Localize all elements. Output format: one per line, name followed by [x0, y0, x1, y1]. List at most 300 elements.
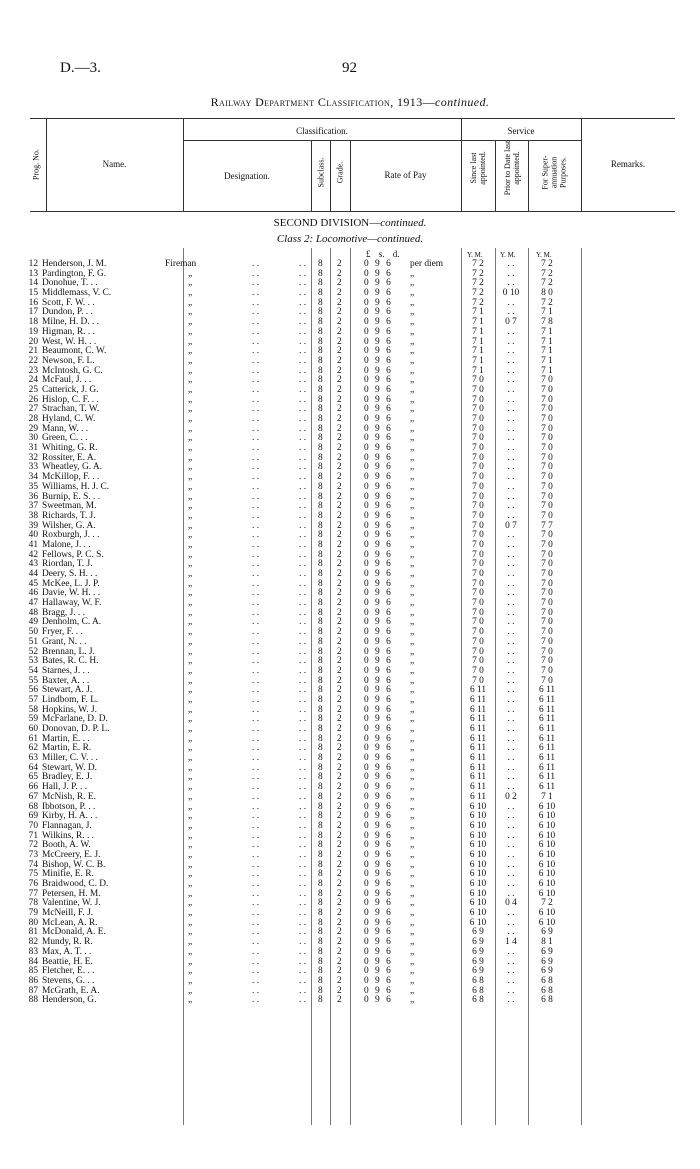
prog-no-cell: 38 — [28, 510, 38, 521]
subclass-cell: 8 — [318, 268, 323, 279]
designation-ditto-cell: „ — [188, 714, 193, 725]
designation-dots-cell: . . — [252, 627, 260, 638]
name-cell: Mann, W. . . — [42, 423, 89, 434]
rate-of-pay-cell: 0 9 6 — [364, 491, 391, 502]
subclass-cell: 8 — [318, 355, 323, 366]
table-row — [0, 812, 700, 822]
grade-cell: 2 — [337, 598, 342, 609]
prog-no-cell: 21 — [28, 346, 38, 357]
name-cell: Hall, J. P. . . — [42, 782, 88, 793]
grade-cell: 2 — [337, 714, 342, 725]
service-since-cell: 7 0 — [472, 627, 484, 638]
subclass-cell: 8 — [318, 578, 323, 589]
subclass-cell: 8 — [318, 423, 323, 434]
rate-of-pay-cell: 0 9 6 — [364, 937, 391, 948]
name-cell: Martin, E. R. — [42, 743, 92, 754]
prog-no-cell: 14 — [28, 278, 38, 289]
service-since-cell: 6 10 — [469, 840, 487, 851]
table-row — [0, 783, 700, 793]
per-ditto-cell: „ — [410, 811, 415, 822]
service-since-cell: 6 10 — [469, 898, 487, 909]
subclass-cell: 8 — [318, 384, 323, 395]
service-super-cell: 6 10 — [538, 869, 556, 880]
per-ditto-cell: „ — [410, 433, 415, 444]
subclass-cell: 8 — [318, 811, 323, 822]
service-since-cell: 7 0 — [472, 443, 484, 454]
service-super-cell: 6 9 — [541, 966, 553, 977]
per-ditto-cell: „ — [410, 336, 415, 347]
designation-dots-cell: . . — [299, 414, 307, 424]
designation-dots-cell: . . — [299, 985, 307, 996]
table-row — [0, 861, 700, 871]
service-super-cell: 7 0 — [541, 375, 553, 386]
designation-dots-cell: . . — [252, 733, 260, 744]
service-super-cell: 6 11 — [538, 782, 556, 793]
prog-no-cell: 35 — [28, 481, 38, 492]
service-super-cell: 6 11 — [538, 704, 556, 715]
prog-no-cell: 61 — [28, 733, 38, 744]
designation-ditto-cell: „ — [188, 665, 193, 676]
service-super-cell: 7 0 — [541, 423, 553, 434]
designation-ditto-cell: „ — [188, 956, 193, 967]
designation-dots-cell: . . — [299, 975, 307, 986]
table-row — [0, 580, 700, 590]
service-prior-cell: . . — [507, 375, 515, 386]
service-since-cell: 6 10 — [469, 820, 487, 831]
service-super-cell: 7 0 — [541, 588, 553, 599]
prog-no-cell: 55 — [28, 675, 38, 686]
table-row — [0, 880, 700, 890]
designation-dots-cell: . . — [252, 530, 260, 541]
prog-no-cell: 31 — [28, 443, 38, 454]
designation-ditto-cell: „ — [188, 840, 193, 851]
subclass-cell: 8 — [318, 559, 323, 570]
rate-of-pay-cell: 0 9 6 — [364, 840, 391, 851]
grade-cell: 2 — [337, 462, 342, 473]
service-prior-cell: . . — [507, 443, 515, 454]
header-classification: Classification. — [296, 126, 348, 136]
title-year: , 1913— — [390, 95, 436, 109]
designation-dots-cell: . . — [299, 501, 307, 512]
subclass-cell: 8 — [318, 394, 323, 405]
service-since-cell: 7 1 — [472, 365, 484, 376]
subclass-cell: 8 — [318, 762, 323, 773]
service-since-cell: 6 8 — [472, 995, 484, 1006]
table-row — [0, 328, 700, 338]
rate-of-pay-cell: 0 9 6 — [364, 375, 391, 386]
service-since-cell: 6 11 — [469, 753, 487, 764]
rate-of-pay-cell: 0 9 6 — [364, 753, 391, 764]
service-prior-cell: . . — [507, 530, 515, 541]
table-row — [0, 347, 700, 357]
service-prior-cell: . . — [507, 481, 515, 492]
designation-dots-cell: . . — [252, 694, 260, 705]
table-row — [0, 589, 700, 599]
table-header-bottom-rule — [30, 211, 675, 212]
prog-no-cell: 25 — [28, 384, 38, 395]
designation-ditto-cell: „ — [188, 646, 193, 657]
designation-ditto-cell: „ — [188, 995, 193, 1006]
subclass-cell: 8 — [318, 346, 323, 357]
table-row — [0, 987, 700, 997]
service-prior-cell: . . — [507, 452, 515, 463]
designation-ditto-cell: „ — [188, 617, 193, 628]
subclass-cell: 8 — [318, 539, 323, 550]
prog-no-cell: 44 — [28, 569, 38, 579]
header-prog-no: Prog. No. — [31, 149, 41, 180]
service-super-cell: 7 0 — [541, 472, 553, 483]
designation-dots-cell: . . — [299, 849, 307, 860]
designation-ditto-cell: „ — [188, 830, 193, 841]
rate-of-pay-cell: 0 9 6 — [364, 733, 391, 744]
rate-of-pay-cell: 0 9 6 — [364, 530, 391, 541]
prog-no-cell: 73 — [28, 849, 38, 860]
subclass-cell: 8 — [318, 820, 323, 831]
name-cell: Fellows, P. C. S. — [42, 549, 104, 560]
per-ditto-cell: „ — [410, 791, 415, 802]
designation-dots-cell: . . — [299, 607, 307, 618]
service-since-cell: 7 0 — [472, 462, 484, 473]
designation-dots-cell: . . — [299, 491, 307, 502]
table-row — [0, 764, 700, 774]
designation-ditto-cell: „ — [188, 811, 193, 822]
service-super-cell: 6 10 — [538, 879, 556, 889]
service-since-cell: 7 0 — [472, 481, 484, 492]
service-prior-cell: . . — [507, 685, 515, 696]
designation-dots-cell: . . — [252, 433, 260, 444]
rate-of-pay-cell: 0 9 6 — [364, 598, 391, 609]
designation-dots-cell: . . — [299, 937, 307, 948]
designation-ditto-cell: „ — [188, 898, 193, 909]
rate-of-pay-cell: 0 9 6 — [364, 326, 391, 337]
division-continued: continued. — [380, 217, 427, 229]
prog-no-cell: 41 — [28, 539, 38, 550]
subclass-cell: 8 — [318, 375, 323, 386]
prog-no-cell: 22 — [28, 355, 38, 366]
table-row — [0, 522, 700, 532]
per-ditto-cell: „ — [410, 898, 415, 909]
name-cell: Petersen, H. M. — [42, 888, 101, 899]
name-cell: Sweetman, M. — [42, 501, 97, 512]
name-cell: Roxburgh, J. . . — [42, 530, 100, 541]
service-prior-cell: . . — [507, 394, 515, 405]
service-since-cell: 6 10 — [469, 830, 487, 841]
service-prior-cell: . . — [507, 501, 515, 512]
rate-of-pay-cell: 0 9 6 — [364, 510, 391, 521]
name-cell: Higman, R. . . — [42, 326, 95, 337]
grade-cell: 2 — [337, 423, 342, 434]
rate-of-pay-cell: 0 9 6 — [364, 685, 391, 696]
designation-ditto-cell: „ — [188, 462, 193, 473]
service-prior-cell: 0 10 — [502, 288, 520, 299]
grade-cell: 2 — [337, 297, 342, 308]
service-prior-cell: . . — [507, 995, 515, 1006]
designation-dots-cell: . . — [252, 917, 260, 928]
designation-ditto-cell: „ — [188, 937, 193, 948]
grade-cell: 2 — [337, 782, 342, 793]
rate-of-pay-cell: 0 9 6 — [364, 946, 391, 957]
service-since-cell: 7 0 — [472, 384, 484, 395]
designation-ditto-cell: „ — [188, 801, 193, 812]
grade-cell: 2 — [337, 278, 342, 289]
designation-dots-cell: . . — [252, 869, 260, 880]
designation-ditto-cell: „ — [188, 598, 193, 609]
subclass-cell: 8 — [318, 307, 323, 318]
prog-no-cell: 78 — [28, 898, 38, 909]
per-ditto-cell: „ — [410, 733, 415, 744]
rate-of-pay-cell: 0 9 6 — [364, 443, 391, 454]
designation-dots-cell: . . — [299, 336, 307, 347]
designation-ditto-cell: „ — [188, 772, 193, 783]
service-super-cell: 7 0 — [541, 394, 553, 405]
prog-no-cell: 74 — [28, 859, 38, 870]
prog-no-cell: 17 — [28, 307, 38, 318]
grade-cell: 2 — [337, 307, 342, 318]
table-row — [0, 618, 700, 628]
name-cell: Starnes, J. . . — [42, 665, 90, 676]
rate-of-pay-cell: 0 9 6 — [364, 927, 391, 938]
table-row — [0, 396, 700, 406]
designation-dots-cell: . . — [299, 908, 307, 919]
designation-ditto-cell: „ — [188, 588, 193, 599]
name-cell: McGrath, E. A. — [42, 985, 100, 996]
designation-ditto-cell: „ — [188, 849, 193, 860]
table-row — [0, 832, 700, 842]
service-prior-cell: . . — [507, 820, 515, 831]
designation-dots-cell: . . — [299, 946, 307, 957]
subclass-cell: 8 — [318, 414, 323, 424]
rate-of-pay-cell: 0 9 6 — [364, 975, 391, 986]
service-since-cell: 7 2 — [472, 268, 484, 279]
prog-no-cell: 26 — [28, 394, 38, 405]
name-cell: Beattie, H. E. — [42, 956, 93, 967]
table-row — [0, 454, 700, 464]
designation-dots-cell: . . — [299, 617, 307, 628]
designation-dots-cell: . . — [252, 278, 260, 289]
designation-dots-cell: . . — [252, 617, 260, 628]
rate-of-pay-cell: 0 9 6 — [364, 985, 391, 996]
designation-dots-cell: . . — [299, 588, 307, 599]
name-cell: Newson, F. L. — [42, 355, 95, 366]
grade-cell: 2 — [337, 549, 342, 560]
subclass-cell: 8 — [318, 830, 323, 841]
name-cell: Henderson, G. — [42, 995, 97, 1006]
table-row — [0, 996, 700, 1006]
designation-dots-cell: . . — [252, 307, 260, 318]
name-cell: Hyland, C. W. — [42, 414, 96, 424]
designation-dots-cell: . . — [299, 995, 307, 1006]
per-ditto-cell: „ — [410, 975, 415, 986]
designation-dots-cell: . . — [252, 288, 260, 299]
designation-dots-cell: . . — [299, 753, 307, 764]
name-cell: Catterick, J. G. — [42, 384, 99, 395]
grade-cell: 2 — [337, 404, 342, 415]
service-prior-cell: . . — [507, 607, 515, 618]
name-cell: Fryer, F. . . — [42, 627, 83, 638]
designation-dots-cell: . . — [299, 665, 307, 676]
service-since-cell: 7 0 — [472, 559, 484, 570]
per-ditto-cell: „ — [410, 569, 415, 579]
service-prior-cell: . . — [507, 636, 515, 647]
name-cell: Baxter, A. . . — [42, 675, 90, 686]
service-since-cell: 6 11 — [469, 733, 487, 744]
service-super-cell: 7 0 — [541, 656, 553, 667]
page-title — [0, 95, 700, 110]
header-service: Service — [507, 126, 535, 136]
designation-dots-cell: . . — [252, 559, 260, 570]
subclass-cell: 8 — [318, 704, 323, 715]
prog-no-cell: 66 — [28, 782, 38, 793]
subclass-cell: 8 — [318, 462, 323, 473]
service-super-cell: 7 7 — [541, 520, 553, 531]
designation-ditto-cell: „ — [188, 433, 193, 444]
per-ditto-cell: „ — [410, 588, 415, 599]
service-prior-cell: . . — [507, 869, 515, 880]
designation-ditto-cell: „ — [188, 549, 193, 560]
service-super-cell: 7 2 — [541, 268, 553, 279]
grade-cell: 2 — [337, 443, 342, 454]
designation-dots-cell: . . — [252, 995, 260, 1006]
service-super-cell: 7 2 — [541, 278, 553, 289]
designation-ditto-cell: „ — [188, 607, 193, 618]
grade-cell: 2 — [337, 414, 342, 424]
rate-of-pay-cell: 0 9 6 — [364, 414, 391, 424]
service-super-cell: 7 1 — [541, 336, 553, 347]
designation-ditto-cell: „ — [188, 491, 193, 502]
table-row — [0, 357, 700, 367]
designation-dots-cell: . . — [252, 762, 260, 773]
name-cell: McLean, A. R. — [42, 917, 98, 928]
designation-ditto-cell: „ — [188, 753, 193, 764]
service-since-cell: 7 0 — [472, 569, 484, 579]
per-ditto-cell: „ — [410, 656, 415, 667]
per-ditto-cell: „ — [410, 762, 415, 773]
service-prior-cell: . . — [507, 859, 515, 870]
rate-of-pay-cell: 0 9 6 — [364, 452, 391, 463]
designation-ditto-cell: „ — [188, 966, 193, 977]
designation-ditto-cell: „ — [188, 510, 193, 521]
grade-cell: 2 — [337, 888, 342, 899]
subclass-cell: 8 — [318, 598, 323, 609]
designation-dots-cell: . . — [299, 869, 307, 880]
designation-ditto-cell: „ — [188, 268, 193, 279]
designation-dots-cell: . . — [252, 782, 260, 793]
grade-cell: 2 — [337, 394, 342, 405]
designation-ditto-cell: „ — [188, 946, 193, 957]
table-row — [0, 609, 700, 619]
prog-no-cell: 69 — [28, 811, 38, 822]
service-prior-cell: . . — [507, 355, 515, 366]
name-cell: Stevens, G. . . — [42, 975, 95, 986]
designation-ditto-cell: „ — [188, 501, 193, 512]
designation-dots-cell: . . — [299, 433, 307, 444]
service-since-cell: 7 0 — [472, 539, 484, 550]
per-ditto-cell: „ — [410, 704, 415, 715]
prog-no-cell: 18 — [28, 317, 38, 328]
subclass-cell: 8 — [318, 782, 323, 793]
per-ditto-cell: „ — [410, 801, 415, 812]
service-super-cell: 7 2 — [541, 259, 553, 269]
designation-ditto-cell: „ — [188, 365, 193, 376]
header-grade: Grade. — [335, 161, 345, 184]
per-ditto-cell: „ — [410, 462, 415, 473]
designation-dots-cell: . . — [299, 452, 307, 463]
designation-dots-cell: . . — [252, 414, 260, 424]
service-super-cell: 7 0 — [541, 665, 553, 676]
title-main: Railway Department Classification — [210, 95, 391, 109]
per-ditto-cell: „ — [410, 849, 415, 860]
per-ditto-cell: „ — [410, 530, 415, 541]
grade-cell: 2 — [337, 927, 342, 938]
grade-cell: 2 — [337, 675, 342, 686]
rate-of-pay-cell: 0 9 6 — [364, 569, 391, 579]
name-cell: Davie, W. H. . . — [42, 588, 101, 599]
service-super-cell: 7 0 — [541, 510, 553, 521]
name-cell: Scott, F. W. . . — [42, 297, 95, 308]
rate-of-pay-cell: 0 9 6 — [364, 404, 391, 415]
table-row — [0, 270, 700, 280]
service-super-cell: 6 11 — [538, 743, 556, 754]
service-prior-cell: . . — [507, 714, 515, 725]
prog-no-cell: 42 — [28, 549, 38, 560]
table-row — [0, 841, 700, 851]
prog-no-cell: 24 — [28, 375, 38, 386]
service-super-cell: 8 0 — [541, 288, 553, 299]
table-row — [0, 890, 700, 900]
service-since-cell: 7 2 — [472, 278, 484, 289]
designation-dots-cell: . . — [252, 937, 260, 948]
rate-of-pay-cell: 0 9 6 — [364, 772, 391, 783]
rate-of-pay-cell: 0 9 6 — [364, 549, 391, 560]
per-ditto-cell: „ — [410, 908, 415, 919]
service-super-cell: 6 11 — [538, 714, 556, 725]
rate-of-pay-cell: 0 9 6 — [364, 888, 391, 899]
service-since-cell: 6 10 — [469, 801, 487, 812]
rate-of-pay-cell: 0 9 6 — [364, 317, 391, 328]
designation-dots-cell: . . — [252, 510, 260, 521]
service-prior-cell: . . — [507, 733, 515, 744]
designation-dots-cell: . . — [299, 268, 307, 279]
subclass-cell: 8 — [318, 743, 323, 754]
designation-dots-cell: . . — [252, 394, 260, 405]
table-row — [0, 560, 700, 570]
designation-dots-cell: . . — [299, 598, 307, 609]
prog-no-cell: 28 — [28, 414, 38, 424]
designation-dots-cell: . . — [299, 510, 307, 521]
designation-ditto-cell: „ — [188, 694, 193, 705]
per-ditto-cell: „ — [410, 869, 415, 880]
table-row — [0, 367, 700, 377]
designation-dots-cell: . . — [252, 355, 260, 366]
grade-cell: 2 — [337, 694, 342, 705]
name-cell: Rossiter, E. A. — [42, 452, 97, 463]
grade-cell: 2 — [337, 384, 342, 395]
designation-dots-cell: . . — [252, 472, 260, 483]
prog-no-cell: 81 — [28, 927, 38, 938]
subclass-cell: 8 — [318, 549, 323, 560]
name-cell: Bragg, J. . . — [42, 607, 85, 618]
designation-dots-cell: . . — [299, 297, 307, 308]
per-ditto-cell: „ — [410, 423, 415, 434]
per-ditto-cell: „ — [410, 617, 415, 628]
table-row — [0, 405, 700, 415]
designation-dots-cell: . . — [252, 656, 260, 667]
service-super-cell: 6 11 — [538, 694, 556, 705]
subclass-cell: 8 — [318, 791, 323, 802]
prog-no-cell: 15 — [28, 288, 38, 299]
subclass-cell: 8 — [318, 801, 323, 812]
per-ditto-cell: „ — [410, 753, 415, 764]
